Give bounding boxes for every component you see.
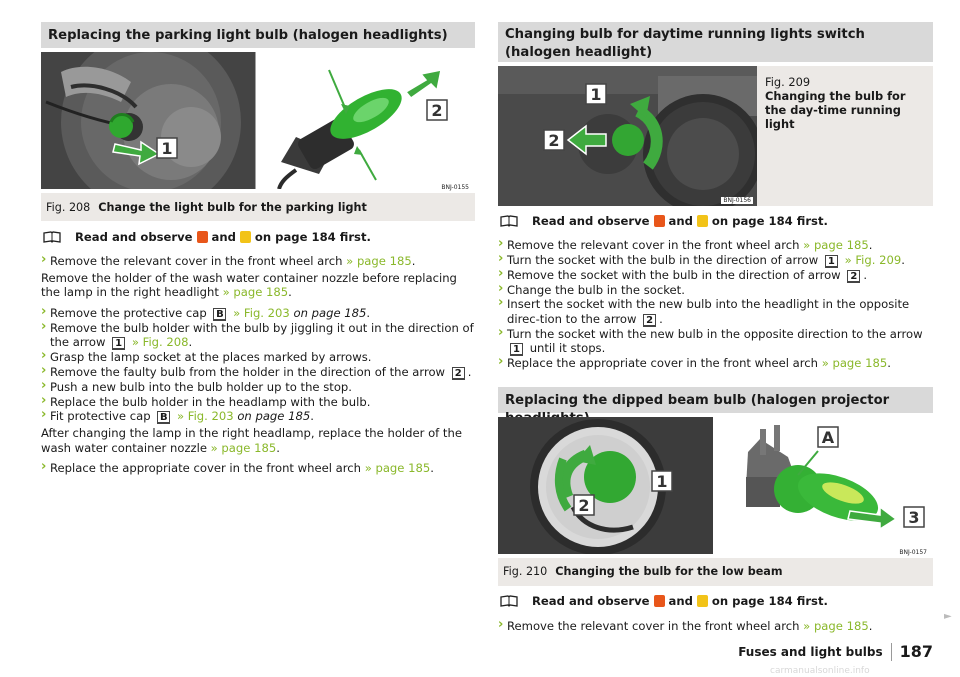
warning-red-icon	[197, 231, 208, 243]
list-item: › Remove the protective cap B » Fig. 203 on page 185.	[41, 306, 475, 321]
figure-209-label-2: 2	[548, 131, 560, 150]
read-and-observe-line	[41, 230, 475, 244]
open-book-icon	[43, 231, 61, 243]
list-item: › Remove the bulb holder with the bulb by jiggling it out in the direction of the arrow 1 » Fig. 208.	[41, 321, 475, 351]
figure-208-illustration	[41, 52, 475, 189]
figure-208-number: Fig. 208	[46, 200, 91, 214]
list-item: › Remove the relevant cover in the front wheel arch » page 185.	[41, 254, 475, 269]
left-steps	[41, 254, 475, 476]
figure-209-image	[498, 66, 757, 206]
page-link[interactable]: » page 185	[346, 254, 412, 268]
figure-209-illustration	[498, 66, 757, 206]
list-item: › Remove the socket with the bulb in the direction of arrow 2 .	[498, 268, 933, 283]
page-link[interactable]: » page 185	[821, 356, 888, 371]
figure-link[interactable]: » Fig. 203	[176, 409, 234, 424]
figure-208	[41, 52, 475, 193]
caution-yellow-icon	[697, 595, 708, 607]
figure-210-label-2: 2	[578, 495, 590, 515]
page-link[interactable]: » page 185	[222, 285, 289, 300]
figure-link[interactable]: » Fig. 203	[233, 305, 290, 320]
page-link[interactable]: » page 185	[210, 440, 277, 455]
list-item: › Replace the appropriate cover in the front wheel arch » page 185.	[498, 356, 933, 371]
figure-209-label-1: 1	[590, 85, 602, 104]
footer-watermark: carmanualsonline.info	[770, 666, 870, 676]
paragraph: After changing the lamp in the right headlamp, replace the holder of the wash water container nozzle » page 185.	[41, 426, 462, 455]
figure-209-caption	[757, 66, 933, 206]
section-heading-parking-light: Replacing the parking light bulb (halogen headlights)	[41, 22, 475, 48]
list-item: › Remove the relevant cover in the front wheel arch » page 185.	[498, 238, 933, 253]
dtrl-socket-highlight	[612, 124, 644, 156]
right-column	[498, 22, 933, 634]
figure-208-title: Change the light bulb for the parking light	[98, 200, 367, 214]
key-label: 2	[643, 314, 656, 327]
read-page-text: on page 184 first.	[254, 230, 371, 244]
figure-210-caption	[498, 558, 933, 586]
list-item: › Push a new bulb into the bulb holder up to the stop.	[41, 380, 475, 395]
figure-208-code: BNJ-0155	[441, 184, 469, 191]
read-text: Read and observe	[532, 593, 650, 608]
caution-yellow-icon	[240, 231, 251, 243]
section-heading-dipped-beam: Replacing the dipped beam bulb (halogen projector	[498, 387, 933, 413]
read-page-text: on page 184 first.	[711, 593, 828, 608]
right-steps	[498, 238, 933, 371]
read-and-text: and	[668, 593, 693, 608]
footer-divider	[891, 643, 892, 661]
figure-209-number: Fig. 209	[765, 75, 811, 89]
read-and-text: and	[668, 214, 693, 228]
figure-210-label-a: A	[821, 427, 835, 447]
figure-209-title: Changing the bulb for the day-time running light	[765, 89, 906, 131]
list-item: › Turn the socket with the bulb in the direction of arrow 1 » Fig. 209.	[498, 253, 933, 268]
key-label: 1	[510, 343, 523, 356]
footer-section-title: Fuses and light bulbs	[738, 644, 883, 659]
list-item: › Grasp the lamp socket at the places marked by arrows.	[41, 350, 475, 365]
key-label: 2	[847, 270, 860, 283]
page-number: 187	[899, 642, 933, 661]
read-page-text: on page 184 first.	[711, 214, 828, 228]
warning-red-icon	[654, 595, 665, 607]
open-book-icon	[500, 215, 518, 227]
figure-210	[498, 417, 933, 558]
figure-208-label-1: 1	[161, 139, 173, 158]
key-label: B	[213, 308, 226, 321]
warning-red-icon	[654, 215, 665, 227]
key-label: 1	[825, 255, 838, 268]
list-item: › Replace the bulb holder in the headlamp with the bulb.	[41, 395, 475, 410]
key-label: 2	[452, 367, 465, 380]
list-item: › Change the bulb in the socket.	[498, 283, 933, 298]
figure-209	[498, 66, 933, 206]
read-text: Read and observe	[75, 230, 193, 244]
key-label: 1	[112, 337, 125, 350]
figure-210-number: Fig. 210	[503, 565, 548, 579]
page-footer	[738, 642, 933, 661]
list-item: › Insert the socket with the new bulb into the headlight in the opposite direc-tion to the arrow 2 .	[498, 297, 933, 327]
figure-link[interactable]: » Fig. 208	[131, 335, 189, 350]
read-text: Read and observe	[532, 214, 650, 228]
figure-208-caption	[41, 193, 475, 221]
key-label: B	[157, 411, 170, 424]
figure-210-label-1: 1	[656, 471, 668, 491]
figure-210-title: Changing the bulb for the low beam	[555, 565, 783, 579]
list-item: › Remove the relevant cover in the front wheel arch » page 185.	[498, 619, 933, 634]
figure-link[interactable]: » Fig. 209	[844, 252, 902, 267]
figure-210-illustration	[498, 417, 933, 554]
read-and-observe-line	[498, 214, 933, 228]
read-and-observe-line	[498, 594, 933, 608]
figure-210-label-3: 3	[908, 507, 920, 527]
continue-arrow-icon: ►	[944, 611, 952, 622]
page-link[interactable]: » page 185	[803, 238, 869, 252]
dipped-beam-steps	[498, 619, 933, 634]
caution-yellow-icon	[697, 215, 708, 227]
figure-210-code: BNJ-0157	[899, 548, 927, 556]
section-heading-daytime-running-light: Changing bulb for daytime running lights switch (halogen headlight)	[498, 22, 933, 62]
list-item: › Turn the socket with the new bulb in the opposite direction to the arrow 1 until it stops.	[498, 327, 933, 357]
figure-208-label-2: 2	[431, 101, 443, 120]
paragraph: Remove the holder of the wash water container nozzle before replacing the lamp in the right headlight » page 185.	[41, 270, 457, 300]
list-item: › Remove the faulty bulb from the holder in the direction of the arrow 2 .	[41, 365, 475, 380]
list-item: › Fit protective cap B » Fig. 203 on page 185.	[41, 409, 475, 424]
figure-209-code: BNJ-0156	[723, 197, 751, 204]
page-link[interactable]: » page 185	[364, 461, 431, 476]
open-book-icon	[500, 595, 518, 607]
read-and-text: and	[211, 230, 236, 244]
list-item: › Replace the appropriate cover in the front wheel arch » page 185.	[41, 461, 475, 476]
left-column	[41, 22, 475, 476]
page-link[interactable]: » page 185	[803, 618, 869, 633]
